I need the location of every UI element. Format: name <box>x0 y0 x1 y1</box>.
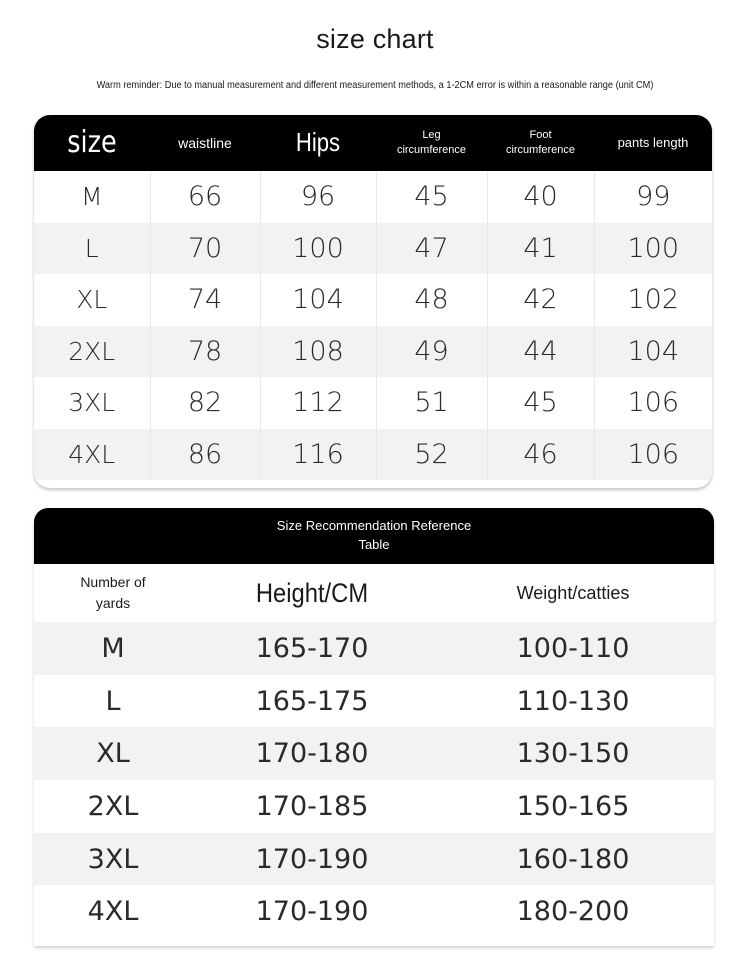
table-cell: 104 <box>594 326 712 378</box>
table-cell: 104 <box>260 274 376 326</box>
size-cell: 2XL <box>87 790 139 822</box>
table-cell: 130-150 <box>516 738 630 770</box>
table-cell: 100 <box>594 223 712 275</box>
table-cell: 46 <box>487 429 594 481</box>
table-cell: 100-110 <box>516 632 630 664</box>
table-cell: 82 <box>150 377 260 429</box>
page-title: size chart <box>316 24 434 54</box>
size-cell: 2XL <box>68 336 116 366</box>
table-cell: 170-190 <box>255 843 369 875</box>
table-cell: 41 <box>487 223 594 275</box>
table-row <box>34 274 712 326</box>
size-cell: 4XL <box>87 896 139 928</box>
size-cell: XL <box>76 285 108 315</box>
table-cell: 106 <box>594 429 712 481</box>
table-cell: 44 <box>487 326 594 378</box>
table-cell: 100 <box>260 223 376 275</box>
table-cell: 116 <box>260 429 376 481</box>
table-cell: 40 <box>487 171 594 223</box>
table-row <box>34 326 712 378</box>
header-waistline: waistline <box>178 134 232 151</box>
table-row <box>34 780 714 833</box>
header-number-of-yards: Number of yards <box>80 574 146 611</box>
table-cell: 70 <box>150 223 260 275</box>
table-cell: 170-180 <box>255 738 369 770</box>
table-cell: 99 <box>594 171 712 223</box>
header-size: size <box>67 124 117 160</box>
table-row <box>34 429 712 481</box>
recommendation-title-line2: Table <box>358 537 390 552</box>
size-chart-header-row <box>34 115 712 171</box>
table-cell: 45 <box>376 171 487 223</box>
recommendation-title-bar <box>34 508 714 564</box>
table-row <box>34 675 714 728</box>
recommendation-title-line1: Size Recommendation Reference <box>276 518 472 534</box>
header-leg-circumference: Leg circumference <box>396 129 467 156</box>
table-cell: 108 <box>260 326 376 378</box>
size-cell: 4XL <box>68 439 116 469</box>
table-cell: 165-170 <box>255 632 369 664</box>
header-hips: Hips <box>295 127 341 158</box>
table-cell: 42 <box>487 274 594 326</box>
table-cell: 51 <box>376 377 487 429</box>
table-cell: 48 <box>376 274 487 326</box>
table-cell: 47 <box>376 223 487 275</box>
table-cell: 110-130 <box>516 685 630 717</box>
table-row <box>34 223 712 275</box>
header-foot-circumference: Foot circumference <box>505 129 576 156</box>
table-cell: 106 <box>594 377 712 429</box>
table-cell: 165-175 <box>255 685 369 717</box>
table-row <box>34 377 712 429</box>
header-height: Height/CM <box>255 577 369 608</box>
size-chart-card <box>34 115 712 488</box>
table-cell: 66 <box>150 171 260 223</box>
table-cell: 180-200 <box>516 896 630 928</box>
warm-reminder-text: Warm reminder: Due to manual measurement and different measurement methods, a 1-2CM error is within a reasonable range (unit CM) <box>96 80 654 91</box>
size-recommendation-table <box>34 564 714 938</box>
size-cell: M <box>101 632 125 664</box>
table-cell: 78 <box>150 326 260 378</box>
size-cell: L <box>105 685 121 717</box>
table-cell: 52 <box>376 429 487 481</box>
size-cell: M <box>80 182 103 212</box>
table-row <box>34 171 712 223</box>
size-recommendation-card <box>34 508 714 946</box>
size-cell: 3XL <box>87 843 139 875</box>
table-row <box>34 833 714 886</box>
table-row <box>34 885 714 938</box>
recommendation-header-row <box>34 564 714 622</box>
header-pants-length: pants length <box>617 135 689 151</box>
table-cell: 96 <box>260 171 376 223</box>
size-cell: XL <box>96 738 130 770</box>
table-cell: 112 <box>260 377 376 429</box>
table-cell: 74 <box>150 274 260 326</box>
table-row <box>34 622 714 675</box>
size-cell: 3XL <box>68 388 116 418</box>
table-cell: 160-180 <box>516 843 630 875</box>
table-cell: 49 <box>376 326 487 378</box>
table-cell: 45 <box>487 377 594 429</box>
header-weight: Weight/catties <box>516 582 630 603</box>
table-cell: 170-190 <box>255 896 369 928</box>
size-chart-table <box>34 115 712 480</box>
table-cell: 170-185 <box>255 790 369 822</box>
size-cell: L <box>84 233 99 263</box>
table-cell: 150-165 <box>516 790 630 822</box>
table-cell: 102 <box>594 274 712 326</box>
table-cell: 86 <box>150 429 260 481</box>
table-row <box>34 727 714 780</box>
